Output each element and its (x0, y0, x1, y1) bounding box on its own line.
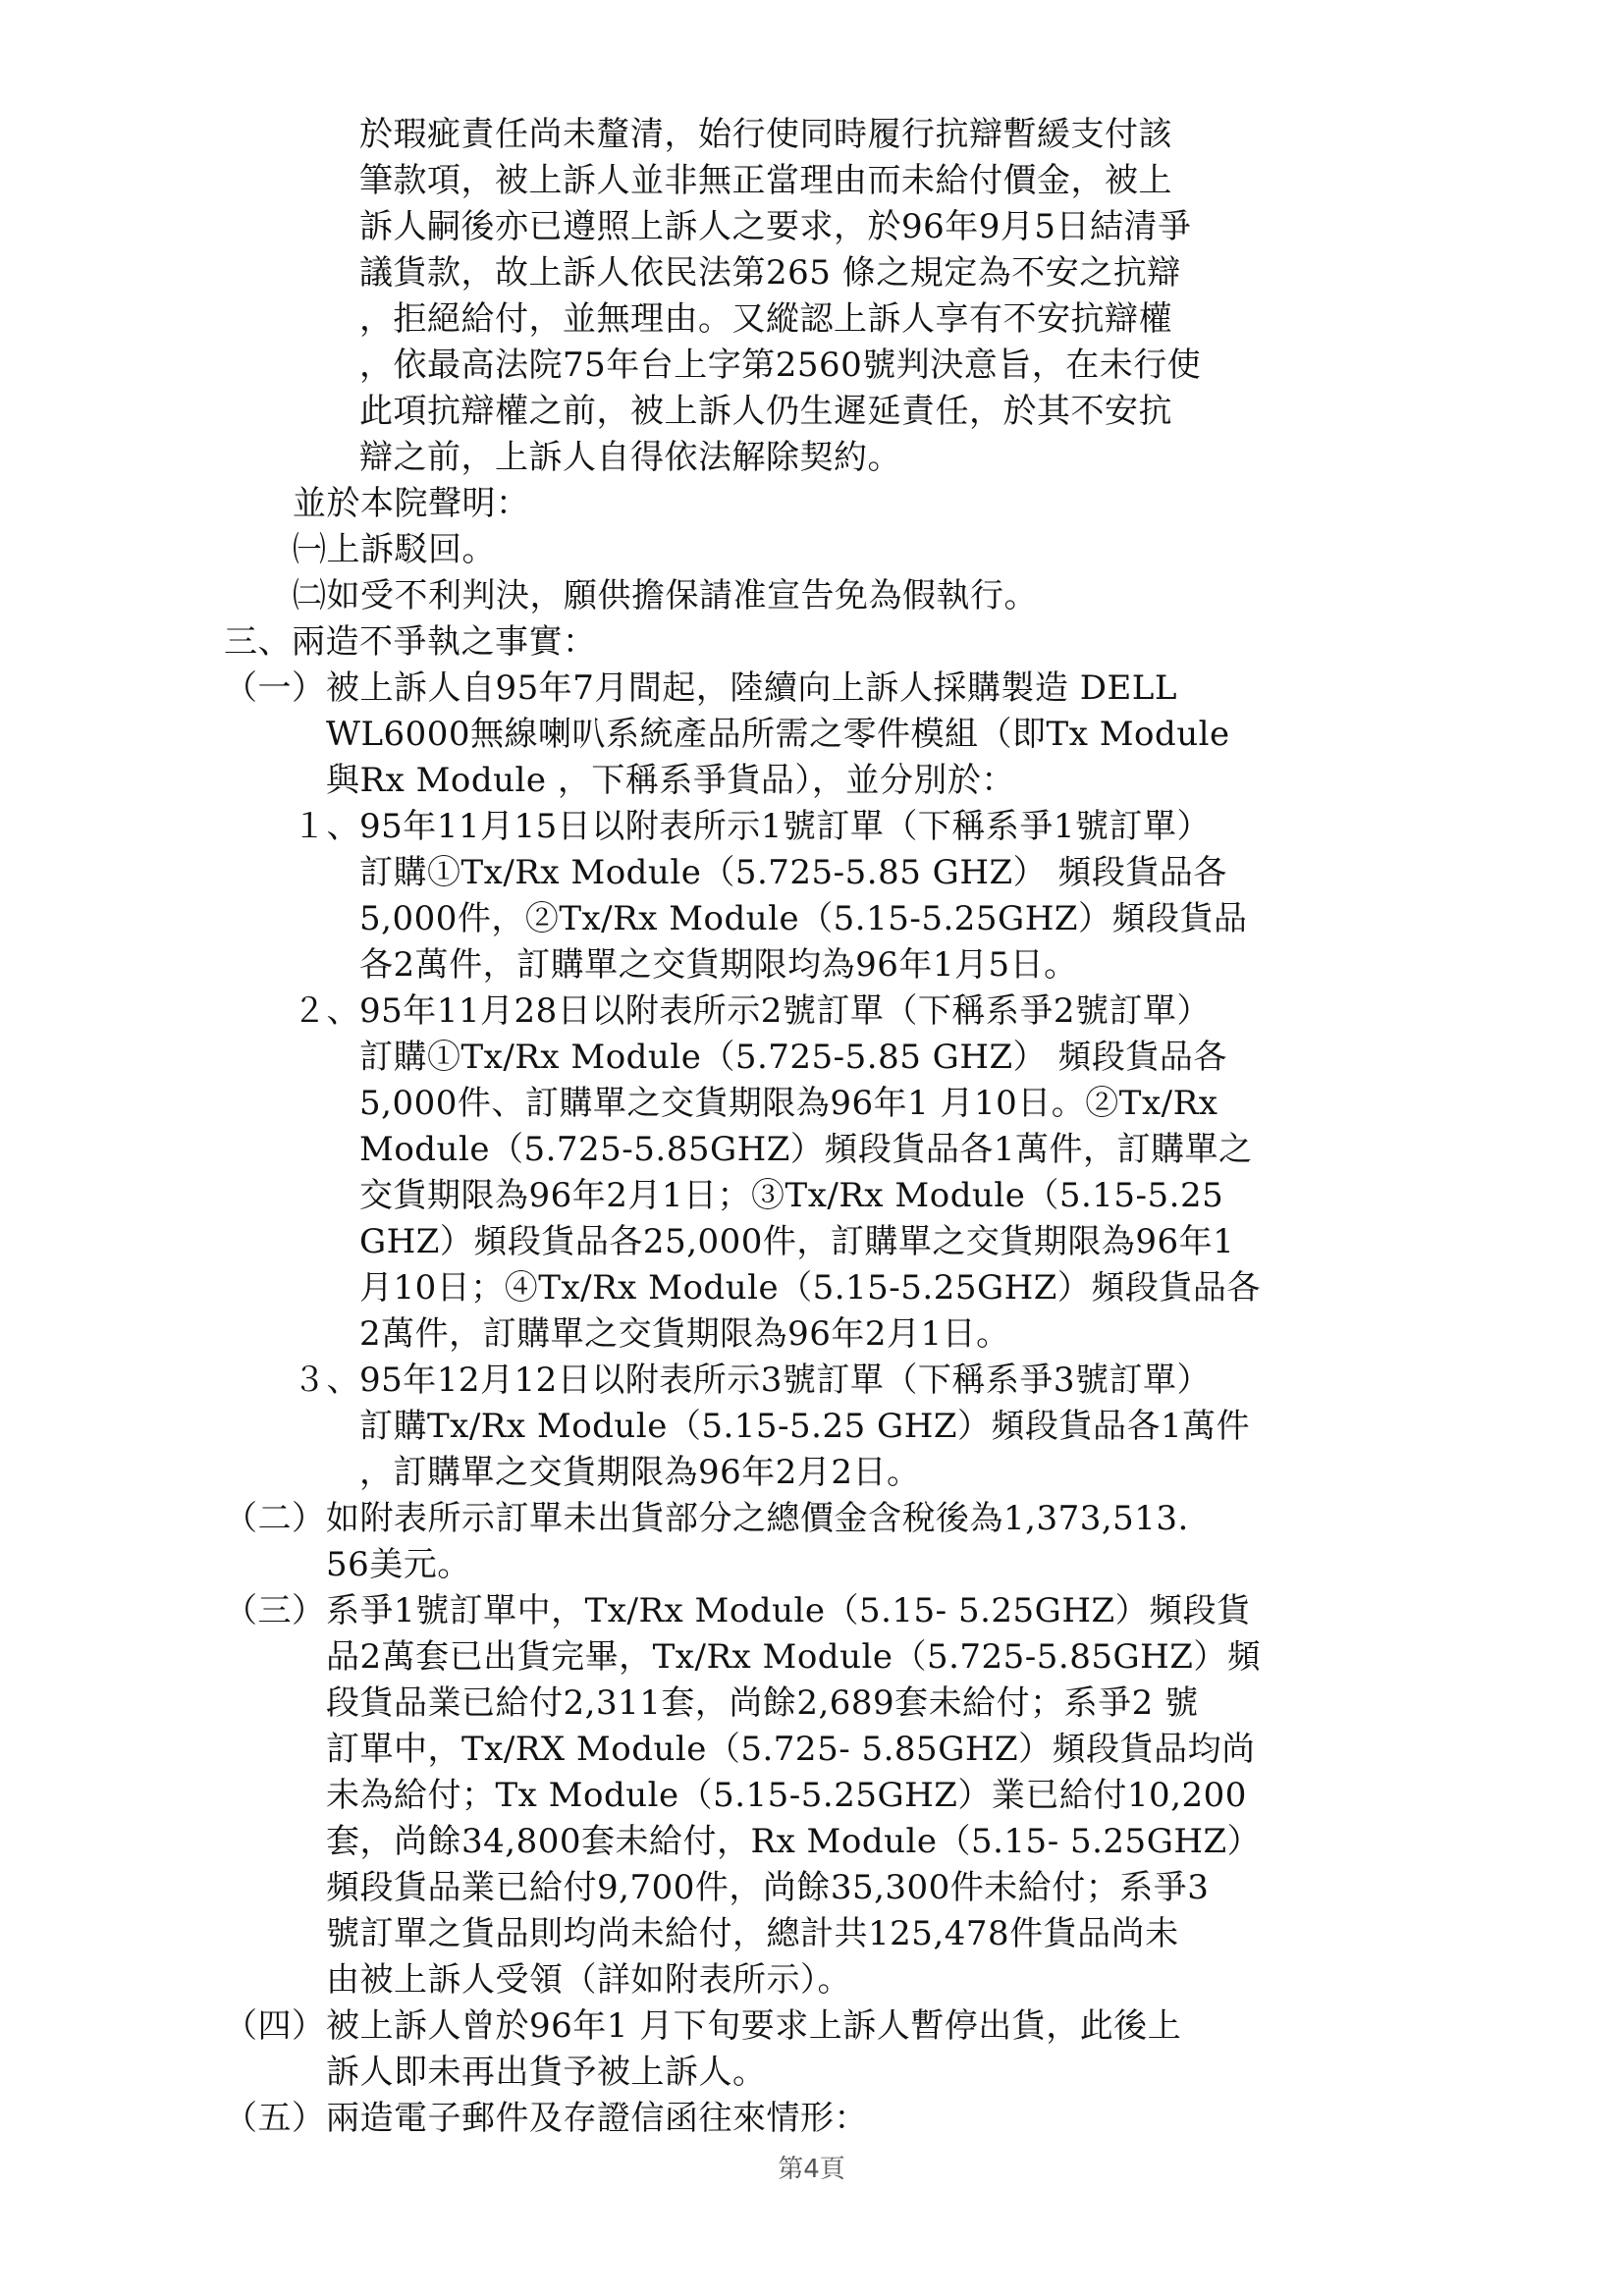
text-line: 兩造電子郵件及存證信函往來情形： (326, 2099, 868, 2138)
text-line: ，依最高法院75年台上字第2560號判決意旨，在未行使 (359, 346, 1202, 385)
text-line: 訴人即未再出貨予被上訴人。 (326, 2053, 767, 2092)
text-line: ，拒絕給付，並無理由。又縱認上訴人享有不安抗辯權 (359, 299, 1172, 339)
page-number: 第4頁 (778, 2155, 845, 2184)
text-line: ，訂購單之交貨期限為96年2月2日。 (359, 1453, 921, 1492)
text-line: 訴人嗣後亦已遵照上訴人之要求，於96年9月5日結清爭 (359, 207, 1192, 246)
statement-item: ㈡如受不利判決，願供擔保請准宣告免為假執行。 (293, 576, 1038, 615)
text-line: 訂單中，Tx/RX Module（5.725- 5.85GHZ）頻段貨品均尚 (326, 1730, 1256, 1769)
text-line: 與Rx Module ，下稱系爭貨品），並分別於： (326, 761, 1015, 800)
text-line: Module（5.725-5.85GHZ）頻段貨品各1萬件，訂購單之 (359, 1130, 1253, 1169)
text-line: 辯之前，上訴人自得依法解除契約。 (359, 438, 901, 477)
text-line: 95年12月12日以附表所示3號訂單（下稱系爭3號訂單） (359, 1361, 1212, 1400)
text-line: 號訂單之貨品則均尚未給付，總計共125,478件貨品尚未 (326, 1914, 1179, 1953)
text-line: 月10日；④Tx/Rx Module（5.15-5.25GHZ）頻段貨品各 (359, 1268, 1261, 1308)
text-line: 訂購Tx/Rx Module（5.15-5.25 GHZ）頻段貨品各1萬件 (359, 1407, 1251, 1446)
text-line: 2萬件，訂購單之交貨期限為96年2月1日。 (359, 1314, 1010, 1354)
text-line: 訂購①Tx/Rx Module（5.725-5.85 GHZ） 頻段貨品各 (359, 853, 1227, 892)
text-line: 套，尚餘34,800套未給付，Rx Module（5.15- 5.25GHZ） (326, 1822, 1262, 1861)
text-line: 5,000件、訂購單之交貨期限為96年1 月10日。②Tx/Rx (359, 1084, 1218, 1123)
item-marker: （二） (224, 1499, 326, 1538)
item-marker: （一） (224, 668, 326, 708)
text-line: 系爭1號訂單中，Tx/Rx Module（5.15- 5.25GHZ）頻段貨 (326, 1591, 1251, 1630)
item-marker: １、 (293, 807, 360, 846)
text-line: 筆款項，被上訴人並非無正當理由而未給付價金，被上 (359, 161, 1172, 200)
text-line: 如附表所示訂單未出貨部分之總價金含稅後為1,373,513. (326, 1499, 1189, 1538)
text-line: 各2萬件，訂購單之交貨期限均為96年1月5日。 (359, 945, 1078, 985)
text-line: 56美元。 (326, 1545, 471, 1584)
text-line: 於瑕疵責任尚未釐清，始行使同時履行抗辯暫緩支付該 (359, 115, 1172, 154)
text-line: 被上訴人曾於96年1 月下旬要求上訴人暫停出貨，此後上 (326, 2006, 1182, 2046)
text-line: 交貨期限為96年2月1日；③Tx/Rx Module（5.15-5.25 (359, 1176, 1224, 1215)
section-heading: 三、兩造不爭執之事實： (224, 622, 597, 662)
statement-item: ㈠上訴駁回。 (293, 530, 496, 569)
text-line: 5,000件，②Tx/Rx Module（5.15-5.25GHZ）頻段貨品 (359, 899, 1248, 938)
item-marker: ２、 (293, 991, 360, 1031)
item-marker: ３、 (293, 1361, 360, 1400)
text-line: 段貨品業已給付2,311套，尚餘2,689套未給付；系爭2 號 (326, 1683, 1199, 1723)
text-line: 未為給付；Tx Module（5.15-5.25GHZ）業已給付10,200 (326, 1776, 1247, 1815)
text-line: 議貨款，故上訴人依民法第265 條之規定為不安之抗辯 (359, 253, 1181, 293)
text-line: 頻段貨品業已給付9,700件，尚餘35,300件未給付；系爭3 (326, 1868, 1210, 1907)
text-line: 此項抗辯權之前，被上訴人仍生遲延責任，於其不安抗 (359, 392, 1172, 431)
text-line: GHZ）頻段貨品各25,000件，訂購單之交貨期限為96年1 (359, 1222, 1235, 1261)
text-line: 95年11月28日以附表所示2號訂單（下稱系爭2號訂單） (359, 991, 1212, 1031)
text-line: 被上訴人自95年7月間起，陸續向上訴人採購製造 DELL (326, 668, 1177, 708)
text-line: 品2萬套已出貨完畢，Tx/Rx Module（5.725-5.85GHZ）頻 (326, 1637, 1262, 1677)
statement-intro: 並於本院聲明： (293, 484, 530, 523)
item-marker: （三） (224, 1591, 326, 1630)
text-line: 由被上訴人受領（詳如附表所示）。 (326, 1960, 851, 2000)
text-line: 訂購①Tx/Rx Module（5.725-5.85 GHZ） 頻段貨品各 (359, 1038, 1227, 1077)
item-marker: （五） (224, 2099, 326, 2138)
item-marker: （四） (224, 2006, 326, 2046)
text-line: 95年11月15日以附表所示1號訂單（下稱系爭1號訂單） (359, 807, 1212, 846)
text-line: WL6000無線喇叭系統產品所需之零件模組（即Tx Module (326, 715, 1230, 754)
